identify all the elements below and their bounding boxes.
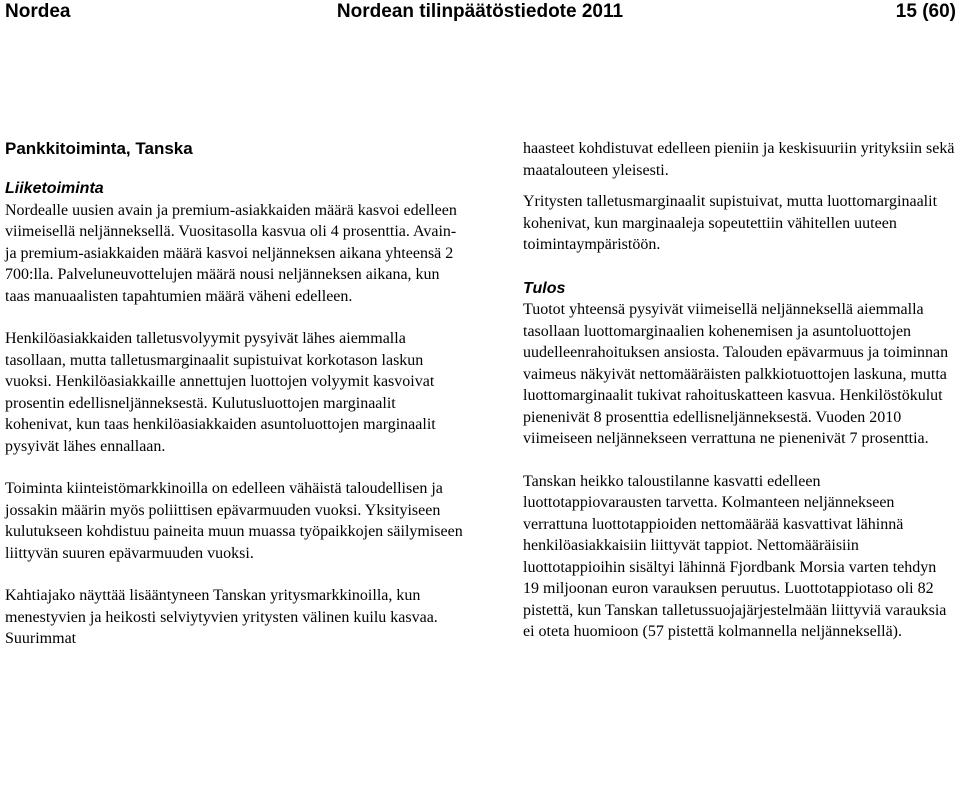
paragraph: Henkilöasiakkaiden talletusvolyymit pysyivät lähes aiemmalla tasollaan, mutta talletusmarginaalit supistuivat korkotason laskun vuoksi. Henkilöasiakkaille annettujen luottojen volyymit kasvoivat prosentin edellisneljänneksestä. Kulutusluottojen marginaalit kohenivat, kun taas henkilöasiakkaiden asuntoluottojen marginaalit pysyivät lähes ennallaan. [5,330,436,455]
subheading-liiketoiminta: Liiketoiminta [5,180,104,197]
paragraph: Toiminta kiinteistömarkkinoilla on edelleen vähäistä taloudellisen ja jossakin määrin myös poliittisen epävarmuuden vuoksi. Yksityiseen kulutukseen kohdistuu paineita muun muassa työpaikkojen säilymiseen liittyvän suuren epävarmuuden vuoksi. [5,480,463,562]
section-title: Pankkitoiminta, Tanska [5,139,193,158]
paragraph: Tuotot yhteensä pysyivät viimeisellä neljänneksellä aiemmalla tasollaan luottomarginaalien kohenemisen ja asuntoluottojen uudelleenrahoituksen ansiosta. Talouden epävarmuus ja toiminnan vaimeus näkyivät nettomääräisten palkkiotuottojen laskuna, mutta luottomarginaalit tukivat rahoituskatteen kasvua. Henkilöstökulut pienenivät 8 prosenttia edellisneljänneksestä. Vuoden 2010 viimeiseen neljännekseen verrattuna ne pienenivät 7 prosenttia. [523,301,949,447]
left-column [5,138,465,650]
paragraph: haasteet kohdistuvat edelleen pieniin ja keskisuuriin yrityksiin sekä maatalouteen yleisesti. [523,140,955,179]
header-document-title: Nordean tilinpäätöstiedote 2011 [336,1,624,22]
right-column [523,138,956,643]
paragraph: Kahtiajako näyttää lisääntyneen Tanskan yritysmarkkinoilla, kun menestyvien ja heikosti selviytyvien yritysten välinen kuilu kasvaa. Suurimmat [5,587,438,647]
page-header [0,0,960,24]
header-company: Nordea [5,1,71,22]
header-page-number: 15 (60) [895,1,956,22]
paragraph: Tanskan heikko taloustilanne kasvatti edelleen luottotappiovarausten tarvetta. Kolmanteen neljännekseen verrattuna luottotappioiden nettomäärää kasvattivat lähinnä henkilöasiakkaisiin liittyvät tappiot. Nettomääräisiin luottotappioihin sisältyi lähinnä Fjordbank Morsia varten tehdyn 19 miljoonan euron varauksen peruutus. Luottotappiotaso oli 82 pistettä, kun Tanskan talletussuojajärjestelmään liittyviä varauksia ei oteta huomioon (57 pistettä kolmannella neljänneksellä). [523,472,947,640]
paragraph: Nordealle uusien avain ja premium-asiakkaiden määrä kasvoi edelleen viimeisellä neljänneksellä. Vuositasolla kasvua oli 4 prosenttia. Avain- ja premium-asiakkaiden määrä kasvoi neljänneksen aikana yhteensä 2 700:lla. Palveluneuvottelujen määrä nousi neljänneksen aikana, kun taas manuaalisten tapahtumien määrä väheni edelleen. [5,201,457,305]
paragraph: Yritysten talletusmarginaalit supistuivat, mutta luottomarginaalit kohenivat, kun marginaaleja sopeutettiin vähitellen uuteen toimintaympäristöön. [523,193,938,253]
subheading-tulos: Tulos [523,279,566,297]
